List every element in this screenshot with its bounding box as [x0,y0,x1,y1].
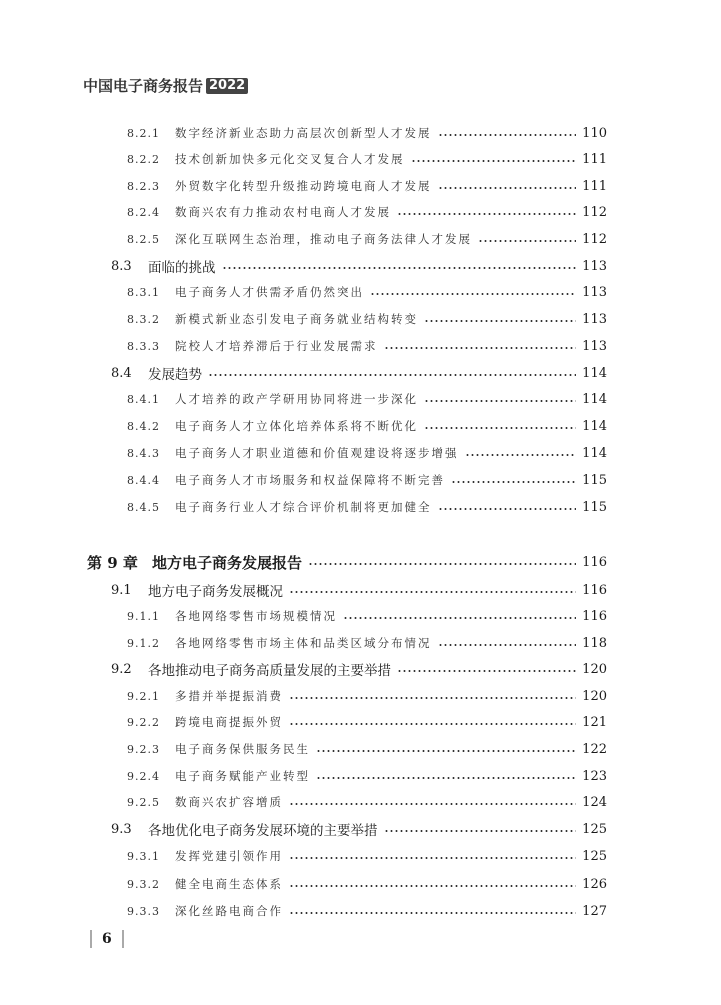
toc-entry[interactable] [0,900,721,922]
toc-entry[interactable] [0,281,721,303]
toc-entry[interactable] [0,308,721,330]
dot-leader [478,228,576,250]
toc-entry-page: 116 [582,608,607,624]
toc-entry-page: 121 [582,714,607,730]
toc-entry-page: 120 [582,661,607,677]
toc-entry-page: 125 [582,848,607,864]
toc-entry-title: 发展趋势 [148,367,202,383]
toc-entry-page: 113 [582,338,607,354]
toc-entry-page: 113 [582,258,607,274]
toc-entry-title: 院校人才培养滞后于行业发展需求 [175,339,378,353]
toc-entry-title: 数字经济新业态助力高层次创新型人才发展 [175,126,432,140]
dot-leader [289,579,576,601]
toc-entry-title: 电子商务赋能产业转型 [175,769,310,783]
toc-entry-title: 新模式新业态引发电子商务就业结构转变 [175,312,418,326]
dot-leader [208,362,576,384]
toc-entry-title: 地方电子商务发展报告 [152,553,303,572]
toc-entry-page: 114 [582,445,607,461]
footer-divider [122,930,124,948]
toc-entry-number: 9.1.2 [127,636,160,650]
toc-entry-title: 人才培养的政产学研用协同将进一步深化 [175,392,418,406]
toc-entry-number: 8.2.2 [127,152,160,166]
toc-entry-page: 113 [582,284,607,300]
toc-entry-number: 9.3.3 [127,904,160,918]
toc-entry[interactable] [0,711,721,733]
toc-entry-page: 113 [582,311,607,327]
toc-entry[interactable] [0,738,721,760]
toc-entry-page: 115 [582,499,607,515]
toc-entry-title: 电子商务人才职业道德和价值观建设将逐步增强 [175,446,459,460]
dot-leader [438,122,576,144]
toc-entry[interactable] [0,551,721,573]
toc-entry-page: 115 [582,472,607,488]
toc-entry-number: 8.2.5 [127,232,160,246]
toc-entry[interactable] [0,873,721,895]
dot-leader [289,900,576,922]
toc-entry[interactable] [0,845,721,867]
toc-entry[interactable] [0,201,721,223]
toc-entry[interactable] [0,388,721,410]
dot-leader [438,175,576,197]
dot-leader [289,845,576,867]
toc-entry-number: 9.2 [111,661,132,677]
dot-leader [465,442,576,464]
dot-leader [397,658,576,680]
toc-entry-number: 8.2.4 [127,205,160,219]
toc-entry[interactable] [0,335,721,357]
toc-entry[interactable] [0,148,721,170]
page-number: 6 [102,931,112,947]
toc-entry-page: 116 [582,554,607,570]
toc-entry-title: 深化互联网生态治理，推动电子商务法律人才发展 [175,232,472,246]
toc-entry[interactable] [0,818,721,840]
toc-entry[interactable] [0,579,721,601]
toc-entry[interactable] [0,765,721,787]
toc-entry-title: 地方电子商务发展概况 [148,584,283,600]
toc-entry-page: 112 [582,204,607,220]
toc-entry-number: 9.2.2 [127,715,160,729]
toc-entry-number: 9.2.5 [127,795,160,809]
toc-entry[interactable] [0,255,721,277]
toc-entry-title: 发挥党建引领作用 [175,849,283,863]
toc-entry-number: 8.4.2 [127,419,160,433]
toc-entry-title: 电子商务人才立体化培养体系将不断优化 [175,419,418,433]
toc-entry-number: 8.4.4 [127,473,160,487]
toc-entry-title: 数商兴农扩容增质 [175,795,283,809]
toc-entry-number: 9.3.2 [127,877,160,891]
toc-entry-page: 114 [582,365,607,381]
toc-entry-number: 9.3 [111,821,132,837]
toc-entry-number: 8.4 [111,365,132,381]
dot-leader [424,308,576,330]
toc-entry[interactable] [0,442,721,464]
dot-leader [451,469,576,491]
toc-entry-title: 面临的挑战 [148,260,216,276]
toc-entry-number: 8.2.3 [127,179,160,193]
toc-entry-number: 第 9 章 [87,553,138,572]
toc-entry-title: 外贸数字化转型升级推动跨境电商人才发展 [175,179,432,193]
toc-entry-page: 122 [582,741,607,757]
toc-entry[interactable] [0,122,721,144]
toc-entry[interactable] [0,362,721,384]
toc-entry-page: 112 [582,231,607,247]
dot-leader [343,605,576,627]
toc-entry[interactable] [0,791,721,813]
toc-entry[interactable] [0,685,721,707]
toc-entry-number: 9.2.1 [127,689,160,703]
dot-leader [411,148,576,170]
toc-entry[interactable] [0,605,721,627]
toc-entry-number: 8.4.5 [127,500,160,514]
toc-entry-page: 110 [582,125,607,141]
dot-leader [316,738,576,760]
dot-leader [438,632,576,654]
dot-leader [384,818,576,840]
dot-leader [289,685,576,707]
toc-entry[interactable] [0,228,721,250]
toc-entry-page: 116 [582,582,607,598]
toc-entry-page: 111 [582,151,607,167]
dot-leader [424,415,576,437]
toc-entry-title: 深化丝路电商合作 [175,904,283,918]
dot-leader [289,711,576,733]
footer-divider [90,930,92,948]
toc-entry-title: 多措并举提振消费 [175,689,283,703]
toc-entry-number: 8.4.1 [127,392,160,406]
page-footer [90,930,124,948]
toc-entry-number: 9.3.1 [127,849,160,863]
toc-entry-title: 数商兴农有力推动农村电商人才发展 [175,205,391,219]
running-header [83,75,248,96]
toc-entry-page: 127 [582,903,607,919]
toc-entry-page: 118 [582,635,607,651]
toc-entry-number: 8.3.1 [127,285,160,299]
toc-entry-page: 120 [582,688,607,704]
toc-entry-title: 各地网络零售市场主体和品类区域分布情况 [175,636,432,650]
toc-entry-page: 114 [582,418,607,434]
toc-entry-title: 健全电商生态体系 [175,877,283,891]
header-title: 中国电子商务报告 [83,77,204,95]
toc-entry-number: 8.4.3 [127,446,160,460]
toc-entry-number: 8.3 [111,258,132,274]
toc-entry[interactable] [0,658,721,680]
dot-leader [438,496,576,518]
toc-entry-title: 电子商务人才市场服务和权益保障将不断完善 [175,473,445,487]
dot-leader [222,255,576,277]
toc-entry-number: 8.3.3 [127,339,160,353]
toc-entry-page: 126 [582,876,607,892]
toc-entry[interactable] [0,175,721,197]
toc-entry-number: 8.2.1 [127,126,160,140]
toc-entry-page: 123 [582,768,607,784]
dot-leader [424,388,576,410]
toc-entry[interactable] [0,632,721,654]
toc-entry-number: 8.3.2 [127,312,160,326]
dot-leader [316,765,576,787]
toc-entry-title: 电子商务保供服务民生 [175,742,310,756]
toc-entry[interactable] [0,496,721,518]
toc-entry-number: 9.2.3 [127,742,160,756]
dot-leader [289,873,576,895]
toc-entry[interactable] [0,469,721,491]
toc-entry-page: 125 [582,821,607,837]
toc-entry-title: 各地优化电子商务发展环境的主要举措 [148,823,378,839]
toc-entry-number: 9.2.4 [127,769,160,783]
dot-leader [397,201,576,223]
toc-entry-title: 技术创新加快多元化交叉复合人才发展 [175,152,405,166]
toc-entry-number: 9.1 [111,582,132,598]
toc-entry-title: 电子商务行业人才综合评价机制将更加健全 [175,500,432,514]
toc-entry-number: 9.1.1 [127,609,160,623]
dot-leader [370,281,576,303]
dot-leader [308,551,576,573]
toc-entry-page: 114 [582,391,607,407]
toc-entry-title: 各地推动电子商务高质量发展的主要举措 [148,663,391,679]
toc-entry-title: 各地网络零售市场规模情况 [175,609,337,623]
toc-entry-page: 124 [582,794,607,810]
header-year-badge: 2022 [206,78,248,94]
toc-entry-title: 电子商务人才供需矛盾仍然突出 [175,285,364,299]
toc-entry-page: 111 [582,178,607,194]
toc-entry-title: 跨境电商提振外贸 [175,715,283,729]
dot-leader [384,335,576,357]
dot-leader [289,791,576,813]
toc-entry[interactable] [0,415,721,437]
